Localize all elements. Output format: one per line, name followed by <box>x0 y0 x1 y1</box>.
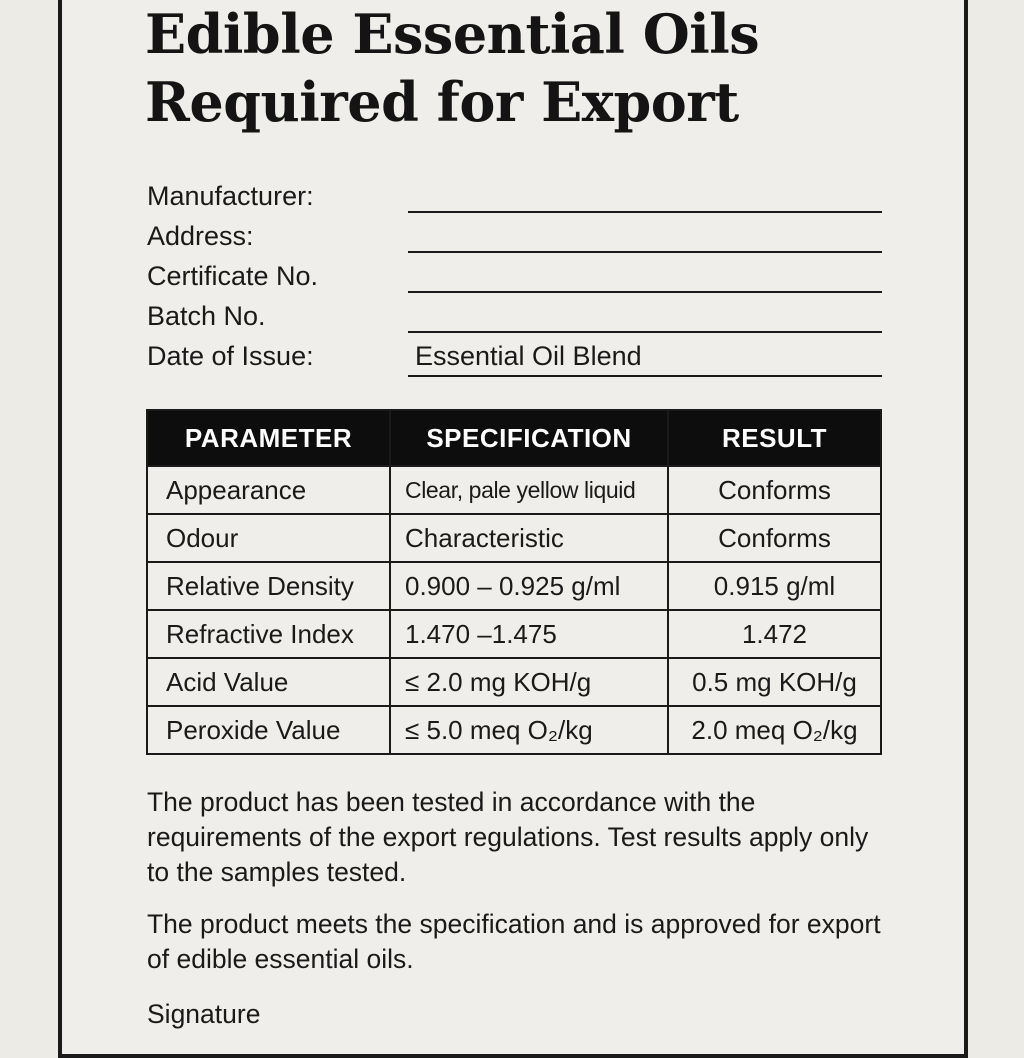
cell-result: 0.915 g/ml <box>668 562 881 610</box>
title-line-2: Required for Export <box>145 70 739 134</box>
cell-parameter: Acid Value <box>147 658 390 706</box>
field-underline-date-of-issue <box>408 375 882 377</box>
cell-parameter: Relative Density <box>147 562 390 610</box>
cell-parameter: Appearance <box>147 466 390 514</box>
field-label-batch-no: Batch No. <box>147 301 266 331</box>
field-label-certificate-no: Certificate No. <box>147 261 319 291</box>
header-result: RESULT <box>668 410 881 466</box>
cell-specification: Clear, pale yellow liquid <box>390 466 668 514</box>
cell-parameter: Odour <box>147 514 390 562</box>
field-manufacturer <box>147 178 887 218</box>
table-row <box>147 658 881 706</box>
approval-statement: The product meets the specification and is approved for export of edible essential oils. <box>147 909 881 974</box>
cell-specification: 0.900 – 0.925 g/ml <box>390 562 668 610</box>
testing-statement: The product has been tested in accordance with the requirements of the export regulations. Test results apply only to the samples tested. <box>147 787 869 887</box>
cell-result: Conforms <box>668 466 881 514</box>
cell-specification: ≤ 5.0 meq O₂/kg <box>390 706 668 754</box>
cell-specification: 1.470 –1.475 <box>390 610 668 658</box>
field-certificate-no <box>147 258 887 298</box>
table-row <box>147 562 881 610</box>
title-line-1: Edible Essential Oils <box>145 2 760 66</box>
cell-result: Conforms <box>668 514 881 562</box>
header-specification: SPECIFICATION <box>390 410 668 466</box>
field-underline-certificate-no <box>408 291 882 293</box>
table-row <box>147 466 881 514</box>
specification-table <box>146 409 882 755</box>
field-underline-address <box>408 251 882 253</box>
field-address <box>147 218 887 258</box>
signature-label: Signature <box>147 999 261 1029</box>
table-row <box>147 706 881 754</box>
field-underline-manufacturer <box>408 211 882 213</box>
cell-result: 1.472 <box>668 610 881 658</box>
field-date-of-issue <box>147 338 887 378</box>
field-label-address: Address: <box>147 221 254 251</box>
field-batch-no <box>147 298 887 338</box>
field-label-date-of-issue: Date of Issue: <box>147 341 314 371</box>
table-row <box>147 514 881 562</box>
cell-specification: Characteristic <box>390 514 668 562</box>
cell-result: 2.0 meq O₂/kg <box>668 706 881 754</box>
cell-parameter: Refractive Index <box>147 610 390 658</box>
table-header-row <box>147 410 881 466</box>
field-value-date-of-issue: Essential Oil Blend <box>415 341 642 371</box>
cell-parameter: Peroxide Value <box>147 706 390 754</box>
cell-result: 0.5 mg KOH/g <box>668 658 881 706</box>
field-underline-batch-no <box>408 331 882 333</box>
document-title <box>145 0 965 136</box>
field-label-manufacturer: Manufacturer: <box>147 181 314 211</box>
header-parameter: PARAMETER <box>147 410 390 466</box>
table-row <box>147 610 881 658</box>
cell-specification: ≤ 2.0 mg KOH/g <box>390 658 668 706</box>
certificate-fields <box>147 178 887 378</box>
